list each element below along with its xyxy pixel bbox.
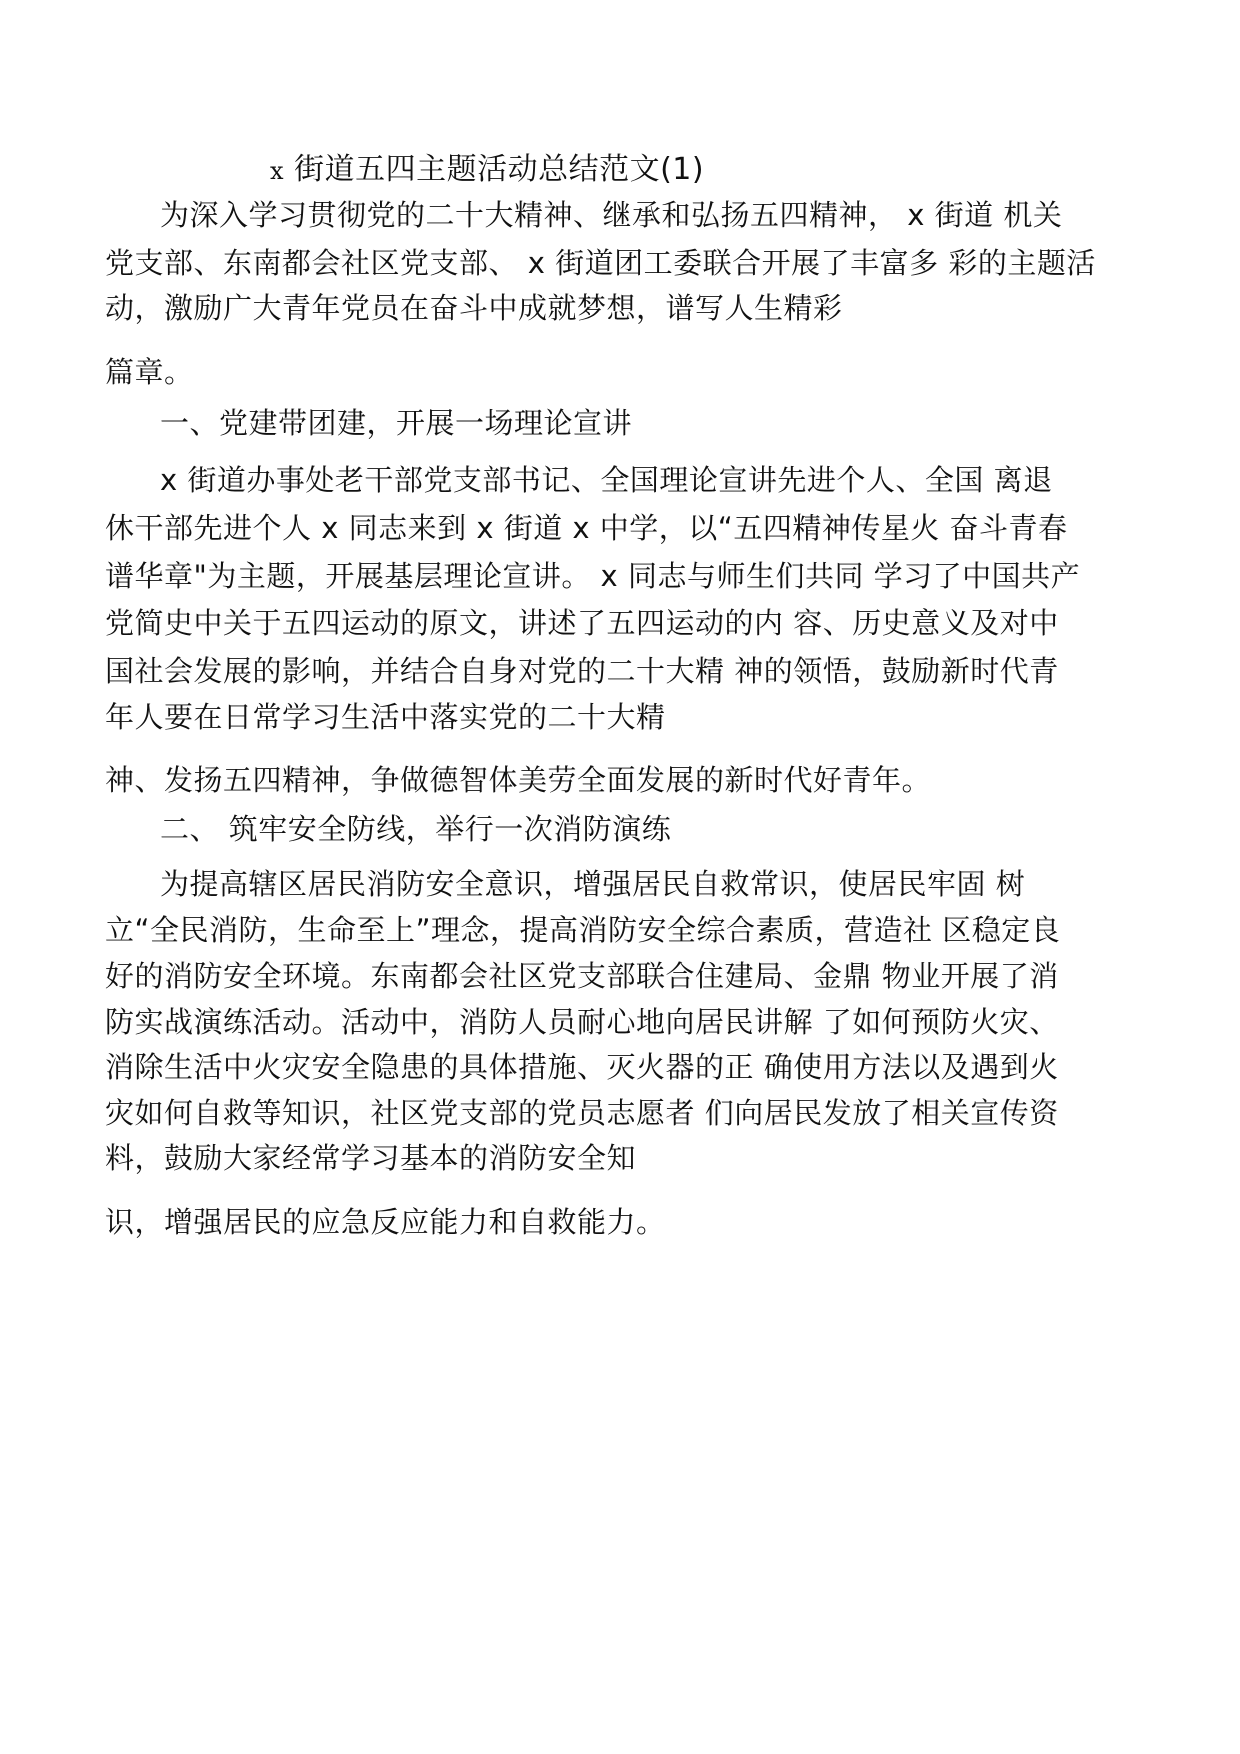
section-1-line-1: x 街道办事处老干部党支部书记、全国理论宣讲先进个人、全国 离退	[160, 463, 1053, 497]
section-2-line-3: 好的消防安全环境。东南都会社区党支部联合住建局、金鼎 物业开展了消	[105, 959, 1059, 993]
title-x-placeholder: x	[270, 157, 285, 185]
section-1-line-2: 休干部先进个人 x 同志来到 x 街道 x 中学，以“五四精神传星火 奋斗青春	[105, 511, 1068, 545]
section-1-line-5: 国社会发展的影响，并结合自身对党的二十大精 神的领悟，鼓励新时代青	[105, 654, 1059, 688]
section-2-line-1: 为提高辖区居民消防安全意识，增强居民自救常识，使居民牢固 树	[160, 867, 1026, 901]
section-2-line-6: 灾如何自救等知识，社区党支部的党员志愿者 们向居民发放了相关宣传资	[105, 1096, 1059, 1130]
section-2-heading: 二、 筑牢安全防线，举行一次消防演练	[160, 812, 672, 846]
section-1-line-7: 神、发扬五四精神，争做德智体美劳全面发展的新时代好青年。	[105, 763, 932, 797]
intro-line-4: 篇章。	[105, 355, 194, 389]
section-1-heading: 一、党建带团建，开展一场理论宣讲	[160, 406, 633, 440]
section-2-line-5: 消除生活中火灾安全隐患的具体措施、灭火器的正 确使用方法以及遇到火	[105, 1050, 1059, 1084]
document-title	[270, 150, 704, 191]
section-2-line-4: 防实战演练活动。活动中，消防人员耐心地向居民讲解 了如何预防火灾、	[105, 1005, 1059, 1039]
title-text: 街道五四主题活动总结范文(1)	[284, 152, 705, 187]
intro-line-2: 党支部、东南都会社区党支部、 x 街道团工委联合开展了丰富多 彩的主题活	[105, 246, 1096, 280]
section-1-line-4: 党简史中关于五四运动的原文，讲述了五四运动的内 容、历史意义及对中	[105, 606, 1059, 640]
section-2-line-8: 识，增强居民的应急反应能力和自救能力。	[105, 1205, 666, 1239]
section-1-line-6: 年人要在日常学习生活中落实党的二十大精	[105, 700, 666, 734]
section-2-line-2: 立“全民消防，生命至上”理念，提高消防安全综合素质，营造社 区稳定良	[105, 913, 1061, 947]
section-2-line-7: 料，鼓励大家经常学习基本的消防安全知	[105, 1141, 637, 1175]
section-1-line-3: 谱华章"为主题，开展基层理论宣讲。 x 同志与师生们共同 学习了中国共产	[105, 559, 1081, 593]
intro-line-3: 动，激励广大青年党员在奋斗中成就梦想，谱写人生精彩	[105, 291, 843, 325]
intro-line-1: 为深入学习贯彻党的二十大精神、继承和弘扬五四精神， x 街道 机关	[160, 198, 1063, 232]
